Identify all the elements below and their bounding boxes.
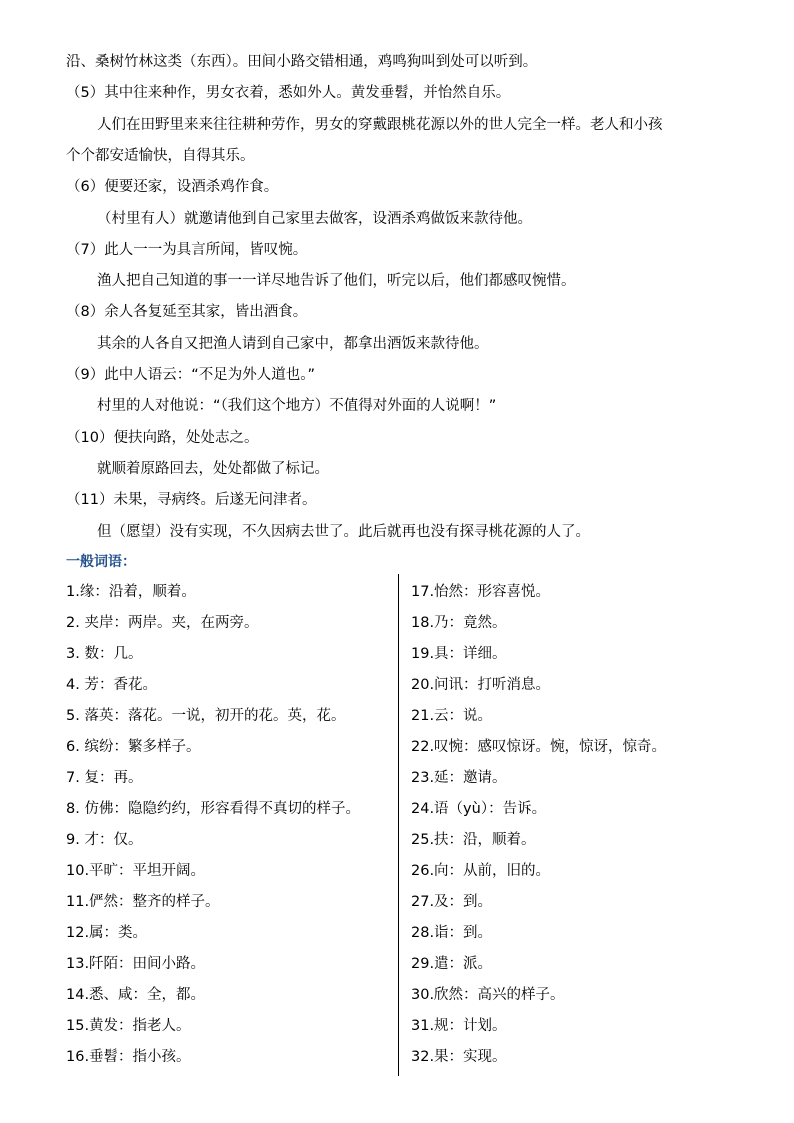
vocab-item: 1.缘：沿着，顺着。	[66, 584, 196, 600]
vocab-item: 27.及：到。	[411, 894, 493, 910]
vocab-item: 20.问讯：打听消息。	[411, 677, 551, 693]
vocab-item: 8. 仿佛：隐隐约约，形容看得不真切的样子。	[66, 801, 360, 817]
vocab-item: 25.扶：沿，顺着。	[411, 832, 536, 848]
vocab-item: 16.垂髫：指小孩。	[66, 1049, 191, 1065]
passage-line: 村里的人对他说：“（我们这个地方）不值得对外面的人说啊！”	[97, 398, 497, 415]
vocab-item: 6. 缤纷：繁多样子。	[66, 739, 201, 755]
passage-line: （村里有人）就邀请他到自己家里去做客，设酒杀鸡做饭来款待他。	[97, 210, 532, 227]
passage-line: （9）此中人语云：“不足为外人道也。”	[66, 367, 315, 383]
vocab-item: 31.规：计划。	[411, 1018, 507, 1034]
passage-line: 渔人把自己知道的事一一详尽地告诉了他们，听完以后，他们都感叹惋惜。	[97, 273, 576, 290]
vocab-item: 24.语（yù）：告诉。	[411, 801, 547, 817]
vocab-item: 23.延：邀请。	[411, 770, 507, 786]
passage-line: 但（愿望）没有实现，不久因病去世了。此后就再也没有探寻桃花源的人了。	[97, 523, 590, 540]
vocab-item: 14.悉、咸：全，都。	[66, 987, 206, 1003]
passage-line: （11）未果，寻病终。后遂无问津者。	[66, 492, 317, 509]
passage-line: （10）便扶向路，处处志之。	[66, 429, 259, 446]
vocab-item: 29.遣：派。	[411, 956, 493, 972]
vocab-item: 12.属：类。	[66, 925, 148, 941]
passage-line: 沿、桑树竹林这类（东西）。田间小路交错相通，鸡鸣狗叫到处可以听到。	[66, 54, 538, 70]
vocab-item: 18.乃：竟然。	[411, 615, 507, 631]
vocab-item: 13.阡陌：田间小路。	[66, 956, 206, 972]
vocab-item: 9. 才：仅。	[66, 832, 143, 848]
passage-line: （5）其中往来种作，男女衣着，悉如外人。黄发垂髫，并怡然自乐。	[66, 85, 511, 102]
vocab-item: 21.云：说。	[411, 708, 493, 724]
passage-line: （6）便要还家，设酒杀鸡作食。	[66, 179, 279, 196]
passage-line: （8）余人各复延至其家，皆出酒食。	[66, 304, 308, 321]
vocab-item: 7. 复：再。	[66, 770, 143, 786]
vocab-item: 19.具：详细。	[411, 646, 507, 662]
vocab-item: 5. 落英：落花。一说，初开的花。英，花。	[66, 708, 346, 724]
passage-line: （7）此人一一为具言所闻，皆叹惋。	[66, 241, 308, 258]
vocab-item: 26.向：从前，旧的。	[411, 863, 551, 879]
vocab-item: 2. 夹岸：两岸。夹，在两旁。	[66, 615, 259, 631]
passage-line: 个个都安适愉快，自得其乐。	[66, 147, 255, 164]
vocab-item: 15.黄发：指老人。	[66, 1018, 191, 1034]
passage-line: 就顺着原路回去，处处都做了标记。	[97, 460, 329, 477]
vocab-item: 10.平旷：平坦开阔。	[66, 863, 206, 879]
vocab-item: 17.怡然：形容喜悦。	[411, 584, 551, 600]
column-divider	[398, 574, 399, 1076]
vocab-item: 4. 芳：香花。	[66, 677, 157, 693]
vocab-item: 30.欣然：高兴的样子。	[411, 987, 565, 1003]
vocab-heading: 一般词语：	[66, 554, 136, 570]
passage-line: 其余的人各自又把渔人请到自己家中，都拿出酒饭来款待他。	[97, 335, 489, 352]
passage-line: 人们在田野里来来往往耕种劳作，男女的穿戴跟桃花源以外的世人完全一样。老人和小孩	[97, 116, 663, 133]
vocab-item: 28.诣：到。	[411, 925, 493, 941]
vocab-item: 22.叹惋：感叹惊讶。惋，惊讶，惊奇。	[411, 739, 667, 755]
vocab-item: 3. 数：几。	[66, 646, 143, 662]
vocab-item: 32.果：实现。	[411, 1049, 507, 1065]
vocab-item: 11.俨然：整齐的样子。	[66, 894, 220, 910]
